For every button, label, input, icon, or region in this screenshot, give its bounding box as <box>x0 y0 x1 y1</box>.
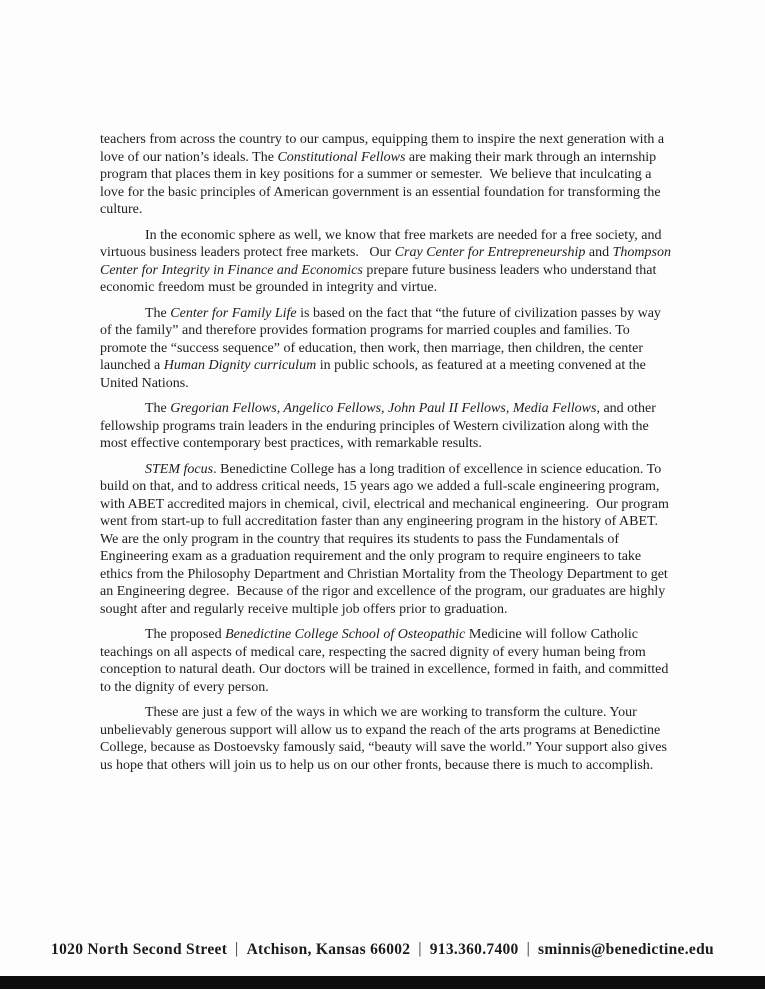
text-run: are making their mark through an internship program that places them in key positions for a summer or semester. We believe that inculcating a love for the basic principles of American government is an essential foundation for transforming the culture. <box>100 149 665 217</box>
paragraph <box>100 461 674 619</box>
italic-text-run: Gregorian Fellows, Angelico Fellows, John Paul II Fellows, Media Fellows <box>170 401 597 416</box>
paragraph <box>100 400 674 453</box>
italic-text-run: Thompson Center for Integrity in Finance and Economics <box>100 245 675 278</box>
italic-text-run: Human Dignity curriculum <box>163 358 317 373</box>
text-run: The <box>145 305 171 321</box>
italic-text-run: Center for Family Life <box>170 305 297 321</box>
scan-edge-bar <box>0 976 765 989</box>
text-run: in public schools, as featured at a meeting convened at the United Nations. <box>100 358 650 391</box>
paragraph <box>100 131 674 219</box>
footer-separator: | <box>526 940 531 957</box>
text-run: The proposed <box>145 627 226 642</box>
footer-city-state-zip: Atchison, Kansas 66002 <box>246 941 411 958</box>
paragraph <box>100 704 674 774</box>
text-run: is based on the fact that “the future of civilization passes by way of the family” and therefore provides formation programs for married couples and families. To promote the “success sequence” of education, then work, then marriage, then children, the center launched a <box>100 305 665 373</box>
italic-text-run: Constitutional Fellows <box>277 149 406 165</box>
text-run: Medicine will follow Catholic teachings on all aspects of medical care, respecting the sacred dignity of every human being from conception to natural death. Our doctors will be trained in excellence, formed in faith, and committed to the dignity of every person. <box>100 627 672 695</box>
footer-email: sminnis@benedictine.edu <box>538 941 714 958</box>
paragraph <box>100 626 674 696</box>
text-run: prepare future business leaders who understand that economic freedom must be grounded in integrity and virtue. <box>100 262 660 295</box>
letter-body <box>100 131 674 782</box>
text-run: These are just a few of the ways in which we are working to transform the culture. Your unbelievably generous support will allow us to expand the reach of the arts programs at Benedictine College, because as Dostoevsky famously said, “beauty will save the world.” Your support also gives us hope that others will join us to help us on our other fronts, because there is much to accomplish. <box>100 705 671 773</box>
footer-phone: 913.360.7400 <box>429 941 519 958</box>
text-run: In the economic sphere as well, we know that free markets are needed for a free society, and virtuous business leaders protect free markets. Our <box>100 227 665 260</box>
italic-text-run: Cray Center for Entrepreneurship <box>394 245 586 260</box>
italic-text-run: Benedictine College School of Osteopathic <box>225 627 466 642</box>
italic-text-run: STEM focus <box>145 461 214 477</box>
text-run: The <box>145 401 171 416</box>
text-run: , and other fellowship programs train leaders in the enduring principles of Western civilization along with the most effective contemporary best practices, with remarkable results. <box>100 401 660 451</box>
paragraph <box>100 227 674 297</box>
footer-address: 1020 North Second Street <box>51 941 228 958</box>
footer-contact-line <box>0 941 765 959</box>
footer-separator: | <box>235 940 239 957</box>
text-run: . Benedictine College has a long tradition of excellence in science education. To build on that, and to address critical needs, 15 years ago we added a full-scale engineering program, with ABET accredited majors in chemical, civil, electrical and mechanical engineering. Our program went from start-up to full accreditation faster than any engineering program in the history of ABET. We are the only program in the country that requires its students to pass the Fundamentals of Engineering exam as a graduation requirement and the only program to require engineers to take ethics from the Philosophy Department and Christian Mortality from the Theology Department to get an Engineering degree. Because of the rigor and excellence of the program, our graduates are highly sought after and regularly receive multiple job offers prior to graduation. <box>100 461 673 617</box>
paragraph <box>100 305 674 393</box>
text-run: teachers from across the country to our campus, equipping them to inspire the next generation with a love of our nation’s ideals. The <box>100 132 668 165</box>
footer-separator: | <box>418 940 422 957</box>
text-run: and <box>585 245 613 260</box>
